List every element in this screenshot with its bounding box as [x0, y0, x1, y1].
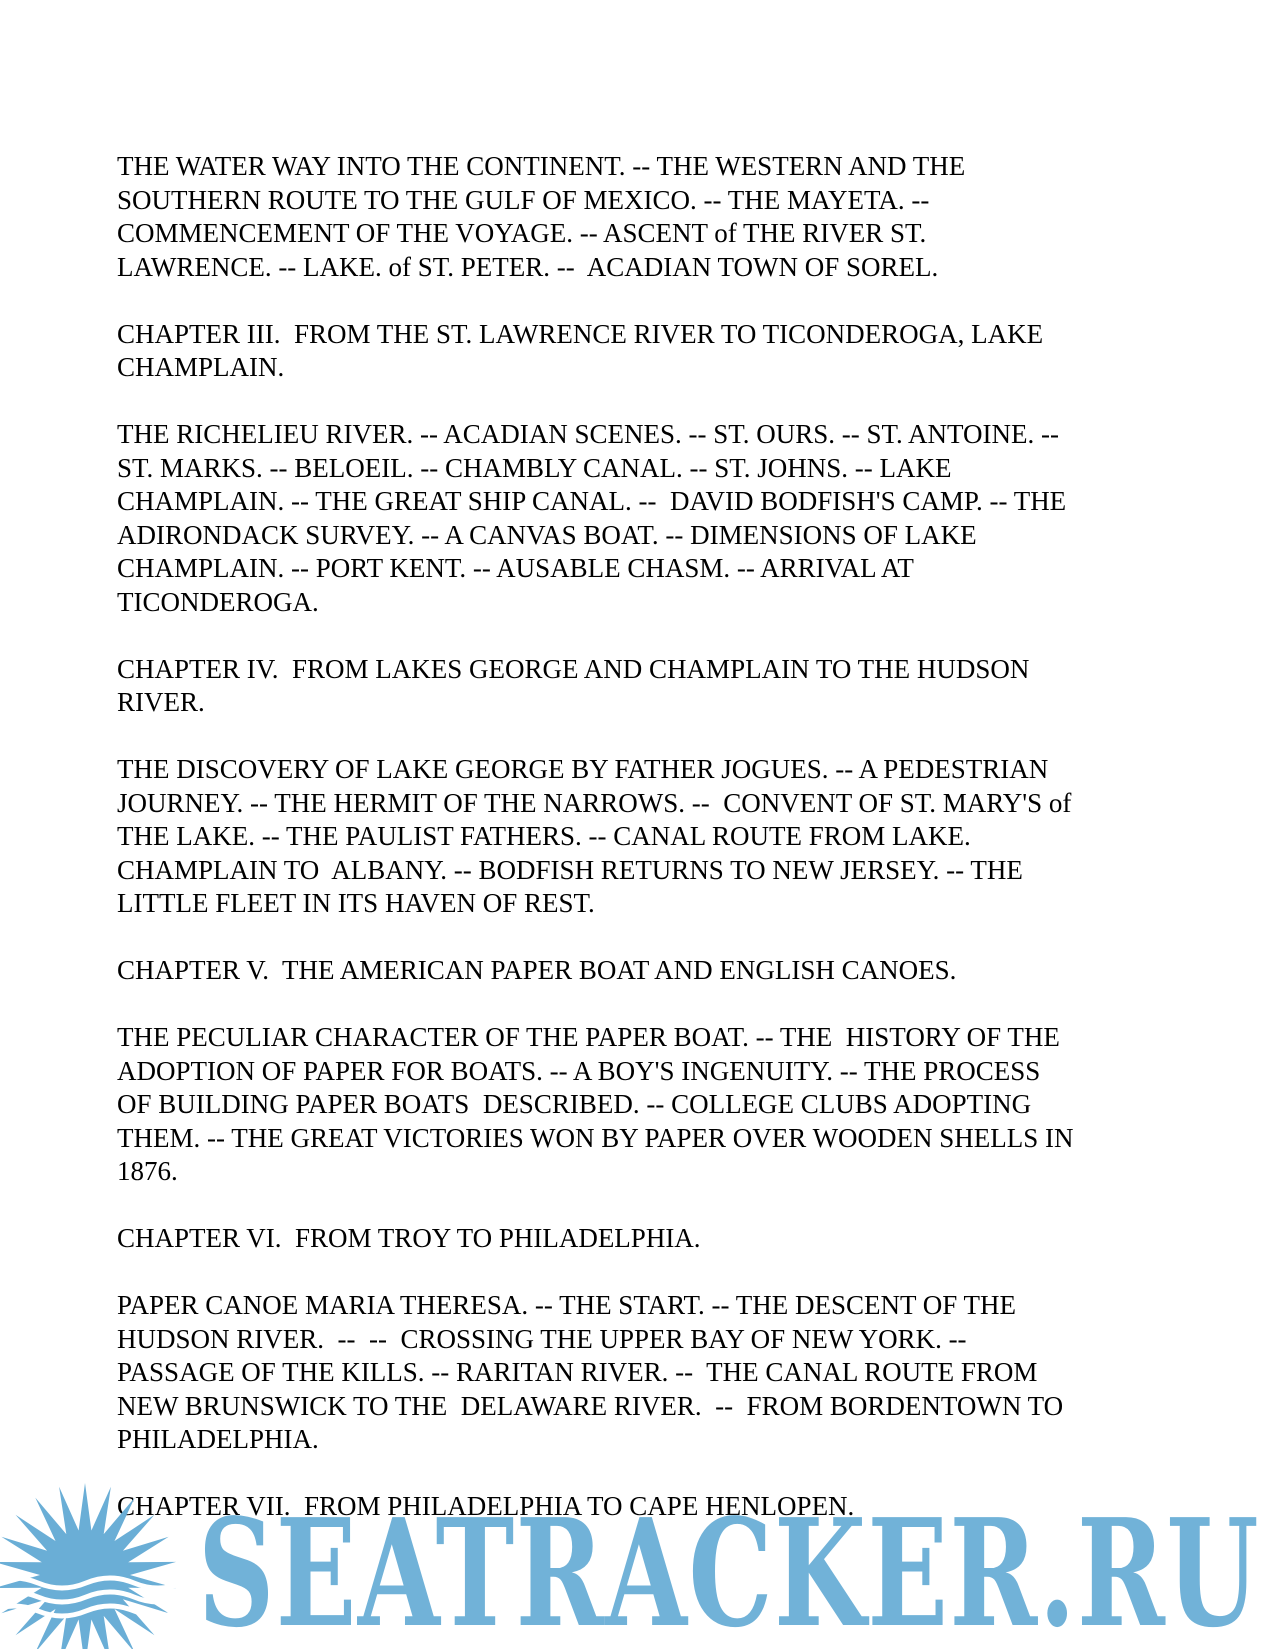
text-line: CHAMPLAIN TO ALBANY. -- BODFISH RETURNS TO NEW JERSEY. -- THE — [117, 854, 1023, 885]
text-line: PHILADELPHIA. — [117, 1424, 319, 1454]
text-line: COMMENCEMENT OF THE VOYAGE. -- ASCENT of THE RIVER ST. — [117, 218, 927, 248]
text-line: THEM. -- THE GREAT VICTORIES WON BY PAPER OVER WOODEN SHELLS IN — [117, 1122, 1074, 1153]
text-line: ADIRONDACK SURVEY. -- A CANVAS BOAT. -- DIMENSIONS OF LAKE — [117, 519, 977, 550]
watermark — [0, 1460, 1274, 1649]
text-line: CHAPTER VI. FROM TROY TO PHILADELPHIA. — [117, 1223, 701, 1253]
chapter-summary — [117, 150, 1167, 284]
text-line: CHAPTER V. THE AMERICAN PAPER BOAT AND ENGLISH CANOES. — [117, 955, 957, 985]
chapter-summary — [117, 1021, 1167, 1189]
text-line: HUDSON RIVER. -- -- CROSSING THE UPPER BAY OF NEW YORK. -- — [117, 1323, 967, 1354]
chapter-heading — [117, 318, 1167, 385]
watermark-text: SEATRACKER.RU — [198, 1486, 1260, 1649]
chapter-heading — [117, 1222, 1167, 1256]
text-line: LAWRENCE. -- LAKE. of ST. PETER. -- ACADIAN TOWN OF SOREL. — [117, 251, 939, 282]
text-line: ADOPTION OF PAPER FOR BOATS. -- A BOY'S INGENUITY. -- THE PROCESS — [117, 1055, 1041, 1086]
text-line: THE RICHELIEU RIVER. -- ACADIAN SCENES. -- ST. OURS. -- ST. ANTOINE. -- — [117, 419, 1059, 449]
text-line: ST. MARKS. -- BELOEIL. -- CHAMBLY CANAL. -- ST. JOHNS. -- LAKE — [117, 452, 952, 483]
text-line: CHAMPLAIN. -- THE GREAT SHIP CANAL. -- DAVID BODFISH'S CAMP. -- THE — [117, 486, 1067, 516]
text-line: CHAPTER IV. FROM LAKES GEORGE AND CHAMPLAIN TO THE HUDSON — [117, 653, 1030, 684]
text-line: SOUTHERN ROUTE TO THE GULF OF MEXICO. -- THE MAYETA. -- — [117, 184, 930, 215]
text-line: THE PECULIAR CHARACTER OF THE PAPER BOAT. -- THE HISTORY OF THE — [117, 1022, 1060, 1052]
chapter-heading — [117, 653, 1167, 720]
text-line: CHAPTER VII. FROM PHILADELPHIA TO CAPE HENLOPEN. — [117, 1491, 855, 1521]
text-line: CHAPTER III. FROM THE ST. LAWRENCE RIVER TO TICONDEROGA, LAKE — [117, 318, 1044, 349]
text-line: 1876. — [117, 1156, 178, 1186]
text-line: THE LAKE. -- THE PAULIST FATHERS. -- CANAL ROUTE FROM LAKE. — [117, 821, 971, 851]
text-line: LITTLE FLEET IN ITS HAVEN OF REST. — [117, 888, 595, 918]
text-line: THE WATER WAY INTO THE CONTINENT. -- THE WESTERN AND THE — [117, 151, 966, 181]
sun-wave-icon — [0, 1483, 182, 1649]
text-line: CHAMPLAIN. -- PORT KENT. -- AUSABLE CHASM. -- ARRIVAL AT — [117, 553, 914, 583]
document-body — [117, 150, 1167, 1557]
chapter-summary — [117, 418, 1167, 619]
text-line: PASSAGE OF THE KILLS. -- RARITAN RIVER. -- THE CANAL ROUTE FROM — [117, 1357, 1038, 1387]
text-line: CHAMPLAIN. — [117, 352, 285, 382]
text-line: NEW BRUNSWICK TO THE DELAWARE RIVER. -- FROM BORDENTOWN TO — [117, 1390, 1064, 1421]
chapter-heading — [117, 954, 1167, 988]
chapter-summary — [117, 1289, 1167, 1457]
text-line: PAPER CANOE MARIA THERESA. -- THE START. -- THE DESCENT OF THE — [117, 1290, 1017, 1320]
chapter-summary — [117, 753, 1167, 921]
text-line: OF BUILDING PAPER BOATS DESCRIBED. -- COLLEGE CLUBS ADOPTING — [117, 1089, 1032, 1119]
text-line: RIVER. — [117, 687, 205, 717]
text-line: TICONDEROGA. — [117, 586, 319, 617]
sun-rays — [0, 1483, 176, 1649]
text-line: JOURNEY. -- THE HERMIT OF THE NARROWS. -- CONVENT OF ST. MARY'S of — [117, 787, 1072, 818]
text-line: THE DISCOVERY OF LAKE GEORGE BY FATHER JOGUES. -- A PEDESTRIAN — [117, 754, 1049, 784]
